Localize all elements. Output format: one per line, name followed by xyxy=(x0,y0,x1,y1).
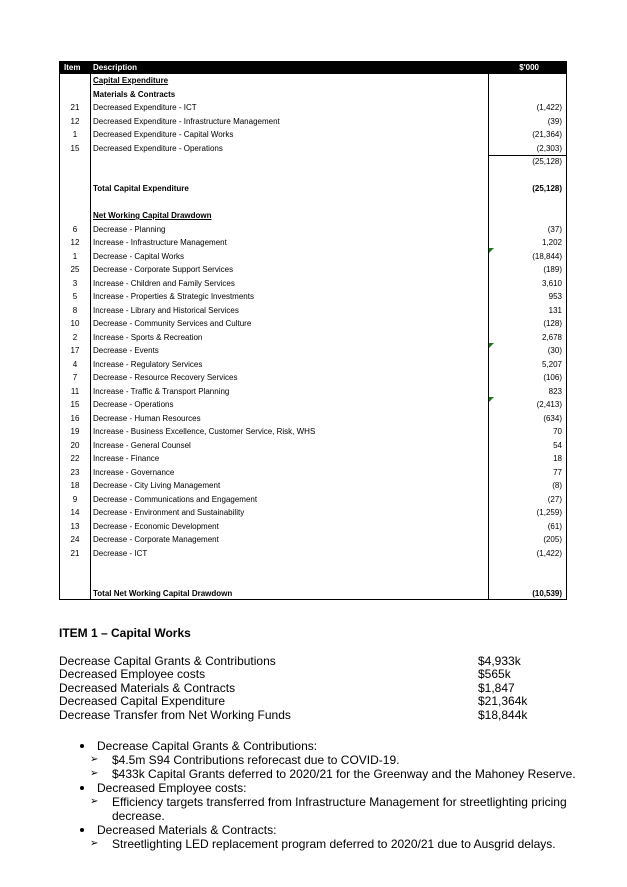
row-description: Decrease - Corporate Management xyxy=(93,535,219,544)
row-description: Decrease - Capital Works xyxy=(93,251,184,261)
table-row xyxy=(60,290,566,304)
item-number: 16 xyxy=(70,413,80,423)
row-amount: (37) xyxy=(547,224,562,234)
row-description: Increase - Traffic & Transport Planning xyxy=(93,386,230,396)
table-row xyxy=(60,425,566,439)
summary-label: Decreased Employee costs xyxy=(59,667,206,681)
row-amount: 2,678 xyxy=(541,332,562,342)
summary-label: Decreased Capital Expenditure xyxy=(59,694,226,708)
summary-row xyxy=(59,654,559,668)
row-amount: (634) xyxy=(543,413,562,423)
item-number: 13 xyxy=(70,521,80,531)
row-amount: (27) xyxy=(547,494,562,504)
row-description: Decreased Expenditure - Capital Works xyxy=(93,130,234,139)
summary-label: Decrease Transfer from Net Working Funds xyxy=(59,708,291,722)
row-description: Capital Expenditure xyxy=(93,76,169,85)
row-amount: 77 xyxy=(553,467,562,477)
item-number: 1 xyxy=(72,251,78,261)
table-row xyxy=(60,101,566,115)
table-row xyxy=(60,142,566,156)
item-number: 25 xyxy=(70,265,80,274)
table-row xyxy=(60,196,566,210)
row-amount: (189) xyxy=(543,265,562,274)
row-amount: (1,259) xyxy=(536,508,562,517)
row-description: Decrease - City Living Management xyxy=(93,481,221,490)
item-number: 7 xyxy=(72,373,78,382)
item-number: 4 xyxy=(72,359,78,369)
summary-label: Decreased Materials & Contracts xyxy=(59,681,236,695)
item-number: 2 xyxy=(72,332,78,342)
item-number: 12 xyxy=(70,238,80,247)
item-number: 10 xyxy=(70,319,80,328)
summary-value: $4,933k xyxy=(478,654,521,668)
cell-marker-icon xyxy=(489,343,494,348)
row-amount: (2,303) xyxy=(536,143,562,153)
table-row xyxy=(60,587,566,601)
row-description: Increase - Governance xyxy=(93,467,175,477)
row-amount: (106) xyxy=(543,373,562,382)
table-row xyxy=(60,493,566,507)
row-amount: (1,422) xyxy=(536,103,562,112)
table-row xyxy=(60,304,566,318)
row-amount: 5,207 xyxy=(541,359,562,369)
row-description: Increase - Finance xyxy=(93,454,160,463)
row-description: Increase - Sports & Recreation xyxy=(93,332,203,342)
row-description: Increase - Business Excellence, Customer Service, Risk, WHS xyxy=(93,427,316,436)
row-amount: (61) xyxy=(547,521,562,531)
row-description: Increase - Properties & Strategic Investments xyxy=(93,292,254,301)
table-row xyxy=(60,439,566,453)
row-amount: (8) xyxy=(552,481,562,490)
sub-bullet-text: Efficiency targets transferred from Infrastructure Management for streetlighting pricing xyxy=(112,795,567,809)
table-row xyxy=(60,574,566,588)
row-description: Decrease - Corporate Support Services xyxy=(93,265,234,274)
row-description: Net Working Capital Drawdown xyxy=(93,211,212,220)
row-amount: 54 xyxy=(553,440,562,450)
item-number: 15 xyxy=(70,400,80,409)
item-number: 1 xyxy=(72,130,78,139)
table-row xyxy=(60,331,566,345)
row-description: Decrease - Community Services and Culture xyxy=(93,319,252,328)
row-description: Decrease - ICT xyxy=(93,548,148,558)
row-description: Increase - General Counsel xyxy=(93,440,191,450)
sub-bullet-text: $433k Capital Grants deferred to 2020/21 for the Greenway and the Mahoney Reserve. xyxy=(112,767,576,781)
sub-bullet-text: Streetlighting LED replacement program deferred to 2020/21 due to Ausgrid delays. xyxy=(112,837,556,851)
header-amount: $'000 xyxy=(519,63,539,72)
row-description: Decreased Expenditure - Operations xyxy=(93,143,223,153)
item-number: 9 xyxy=(72,494,78,504)
item-number: 17 xyxy=(70,346,80,355)
item-number: 11 xyxy=(70,386,80,396)
item-number: 6 xyxy=(72,224,78,234)
table-row xyxy=(60,182,566,196)
table-row xyxy=(60,385,566,399)
item-number: 18 xyxy=(70,481,80,490)
row-amount: (21,364) xyxy=(532,130,562,139)
row-amount: 1,202 xyxy=(541,238,562,247)
item-number: 8 xyxy=(72,305,78,315)
row-amount: (30) xyxy=(547,346,562,355)
arrow-bullet-icon: ➢ xyxy=(90,754,99,765)
item-number: 3 xyxy=(72,278,78,288)
row-description: Increase - Infrastructure Management xyxy=(93,238,227,247)
item-number: 23 xyxy=(70,467,80,477)
row-amount: (39) xyxy=(547,116,562,126)
item-number: 21 xyxy=(70,548,80,558)
sub-bullet-text: decrease. xyxy=(112,809,165,823)
sub-bullet-text: $4.5m S94 Contributions reforecast due to COVID-19. xyxy=(112,753,400,767)
bullet-dot-icon xyxy=(80,828,84,832)
row-description: Decrease - Resource Recovery Services xyxy=(93,373,238,382)
summary-row xyxy=(59,667,559,681)
row-description: Decreased Expenditure - Infrastructure Management xyxy=(93,116,280,126)
table-row xyxy=(60,547,566,561)
summary-row xyxy=(59,681,559,695)
table-row xyxy=(60,452,566,466)
arrow-bullet-icon: ➢ xyxy=(90,768,99,779)
row-description: Increase - Regulatory Services xyxy=(93,359,203,369)
summary-label: Decrease Capital Grants & Contributions xyxy=(59,654,276,668)
row-description: Increase - Library and Historical Services xyxy=(93,305,239,315)
summary-row xyxy=(59,708,559,722)
table-row xyxy=(60,520,566,534)
table-row xyxy=(60,317,566,331)
table-row xyxy=(60,169,566,183)
row-amount: (205) xyxy=(543,535,562,544)
row-description: Decrease - Economic Development xyxy=(93,521,219,531)
row-description: Total Net Working Capital Drawdown xyxy=(93,589,233,598)
item-number: 19 xyxy=(70,427,80,436)
summary-row xyxy=(59,694,559,708)
row-amount: (10,539) xyxy=(532,589,562,598)
summary-value: $18,844k xyxy=(478,708,528,722)
table-header xyxy=(60,62,566,74)
row-description: Decrease - Environment and Sustainability xyxy=(93,508,245,517)
row-amount: (25,128) xyxy=(532,157,562,166)
table-row xyxy=(60,533,566,547)
table-row xyxy=(60,358,566,372)
table-row xyxy=(60,277,566,291)
table-row xyxy=(60,560,566,574)
arrow-bullet-icon: ➢ xyxy=(90,838,99,849)
table-row xyxy=(60,371,566,385)
bullet-dot-icon xyxy=(80,744,84,748)
item-number: 14 xyxy=(70,508,80,517)
row-description: Decrease - Events xyxy=(93,346,159,355)
row-description: Decrease - Planning xyxy=(93,224,166,234)
row-amount: (128) xyxy=(543,319,562,328)
item-number: 5 xyxy=(72,292,78,301)
item-number: 12 xyxy=(70,116,80,126)
table-row xyxy=(60,412,566,426)
row-description: Materials & Contracts xyxy=(93,89,176,99)
header-item: Item xyxy=(64,63,81,72)
bullet-text: Decreased Employee costs: xyxy=(97,781,247,795)
table-row xyxy=(60,209,566,223)
item-number: 21 xyxy=(70,103,80,112)
summary-value: $21,364k xyxy=(478,694,528,708)
row-amount: 3,610 xyxy=(541,278,562,288)
row-description: Decrease - Human Resources xyxy=(93,413,201,423)
row-amount: (1,422) xyxy=(536,548,562,558)
table-row xyxy=(60,74,566,88)
arrow-bullet-icon: ➢ xyxy=(90,796,99,807)
table-row xyxy=(60,155,566,169)
item-number: 20 xyxy=(70,440,80,450)
bullet-dot-icon xyxy=(80,786,84,790)
cell-marker-icon xyxy=(489,248,494,253)
cell-marker-icon xyxy=(489,397,494,402)
bullet-text: Decrease Capital Grants & Contributions: xyxy=(97,739,318,753)
table-row xyxy=(60,263,566,277)
table-row xyxy=(60,115,566,129)
row-amount: 953 xyxy=(548,292,562,301)
item-number: 15 xyxy=(70,143,80,153)
row-amount: (25,128) xyxy=(532,184,562,193)
summary-value: $565k xyxy=(478,667,511,681)
table-row xyxy=(60,128,566,142)
row-amount: 18 xyxy=(553,454,562,463)
row-amount: (2,413) xyxy=(536,400,562,409)
table-row xyxy=(60,223,566,237)
item-number: 22 xyxy=(70,454,80,463)
summary-value: $1,847 xyxy=(478,681,515,695)
table-row xyxy=(60,88,566,102)
row-amount: 823 xyxy=(548,386,562,396)
bullet-text: Decreased Materials & Contracts: xyxy=(97,823,277,837)
table-row xyxy=(60,466,566,480)
row-description: Decrease - Operations xyxy=(93,400,174,409)
table-row xyxy=(60,479,566,493)
item-number: 24 xyxy=(70,535,80,544)
budget-table xyxy=(59,61,567,600)
row-amount: (18,844) xyxy=(532,251,562,261)
row-description: Decrease - Communications and Engagement xyxy=(93,494,258,504)
header-description: Description xyxy=(93,63,138,72)
row-description: Total Capital Expenditure xyxy=(93,184,189,193)
section-title: ITEM 1 – Capital Works xyxy=(59,626,191,640)
row-description: Decreased Expenditure - ICT xyxy=(93,103,197,112)
row-amount: 70 xyxy=(553,427,562,436)
row-amount: 131 xyxy=(548,305,562,315)
row-description: Increase - Children and Family Services xyxy=(93,278,235,288)
table-row xyxy=(60,506,566,520)
